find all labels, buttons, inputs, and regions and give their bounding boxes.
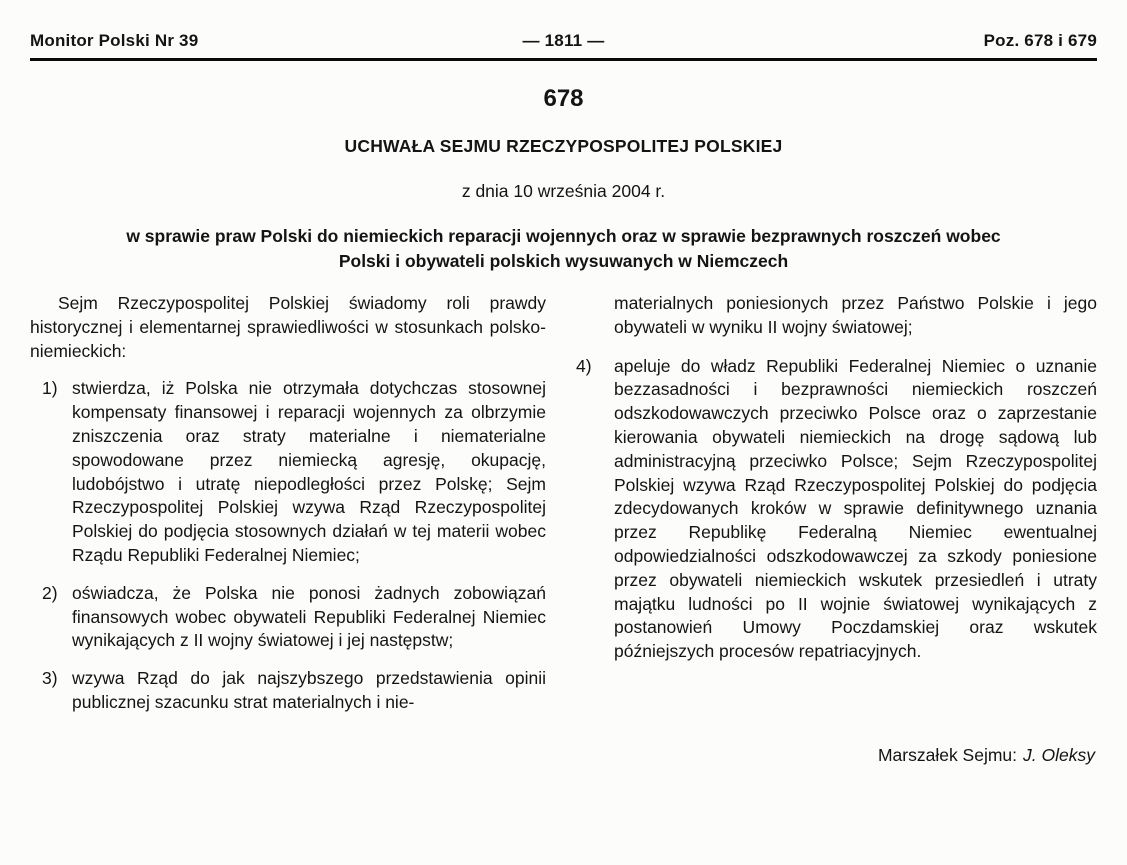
list-item-3: [30, 667, 546, 715]
list-item-4-number: 4): [576, 355, 592, 376]
list-item-2: [30, 582, 546, 653]
list-item-3-number: 3): [42, 668, 58, 689]
signature-label: Marszałek Sejmu:: [877, 745, 1018, 765]
act-subject-line-1: w sprawie praw Polski do niemieckich reparacji wojennych oraz w sprawie bezprawnych roszczeń wobec: [126, 226, 1001, 246]
list-item-1: [30, 377, 546, 567]
running-head: [30, 31, 1097, 53]
list-item-4: [576, 355, 1097, 664]
list-item-1-number: 1): [42, 378, 58, 399]
act-date: z dnia 10 września 2004 r.: [461, 181, 666, 201]
intro-paragraph: Sejm Rzeczypospolitej Polskiej świadomy roli prawdy historycznej i elementarnej sprawiedliwości w stosunkach polsko-niemieckich:: [30, 293, 546, 361]
right-column: [576, 292, 1097, 865]
body-columns: [30, 292, 1097, 865]
list-item-2-text: oświadcza, że Polska nie ponosi żadnych zobowiązań finansowych wobec obywateli Republiki Federalnej Niemiec wynikających z II wojny światowej i jej następstw;: [72, 582, 546, 651]
page-number: — 1811 —: [522, 31, 605, 50]
header-rule: [30, 58, 1097, 61]
act-number: 678: [543, 85, 584, 112]
list-item-1-text: stwierdza, iż Polska nie otrzymała dotychczas stosownej kompensaty finansowej i reparacji wojennych za olbrzymie zniszczenia oraz straty materialne i niematerialne spowodowane przez niemiecką agresję, okupację, ludobójstwo i utratę niepodległości przez Polskę; Sejm Rzeczypospolitej Polskiej wzywa Rząd Rzeczypospolitej Polskiej do podjęcia stosownych działań w tej materii wobec Rządu Republiki Federalnej Niemiec;: [72, 378, 546, 565]
list-item-4-text: apeluje do władz Republiki Federalnej Niemiec o uznanie bezzasadności i bezprawności niemieckich roszczeń odszkodowawczych przeciwko Polsce oraz o zaprzestanie kierowania obywateli niemieckich na drogę sądową lub administracyjną przeciwko Polsce; Sejm Rzeczypospolitej Polskiej wzywa Rząd Rzeczypospolitej Polskiej do podjęcia zdecydowanych kroków w sprawie definitywnego uznania przez Republikę Federalną Niemiec ewentualnej odpowiedzialności odszkodowawczej za szkody poniesione przez obywateli niemieckich wskutek przesiedleń i utraty majątku ludności po II wojnie światowej wynikających z postanowień Umowy Poczdamskiej oraz wskutek późniejszych procesów repatriacyjnych.: [614, 355, 1097, 662]
journal-title: Monitor Polski Nr 39: [30, 31, 199, 50]
signature-name: J. Oleksy: [1023, 745, 1095, 765]
position-number: Poz. 678 i 679: [983, 31, 1097, 50]
signature-line: [878, 744, 1095, 768]
act-title: UCHWAŁA SEJMU RZECZYPOSPOLITEJ POLSKIEJ: [344, 136, 783, 156]
list-item-3-continuation: materialnych poniesionych przez Państwo Polskie i jego obywateli w wyniku II wojny światowej;: [614, 293, 1097, 337]
act-subject-line-2: Polski i obywateli polskich wysuwanych w Niemczech: [338, 251, 789, 271]
list-item-3-text: wzywa Rząd do jak najszybszego przedstawienia opinii publicznej szacunku strat materialnych i nie-: [72, 668, 546, 712]
list-item-2-number: 2): [42, 582, 58, 603]
left-column: [30, 292, 546, 865]
act-subject: [30, 224, 1097, 274]
